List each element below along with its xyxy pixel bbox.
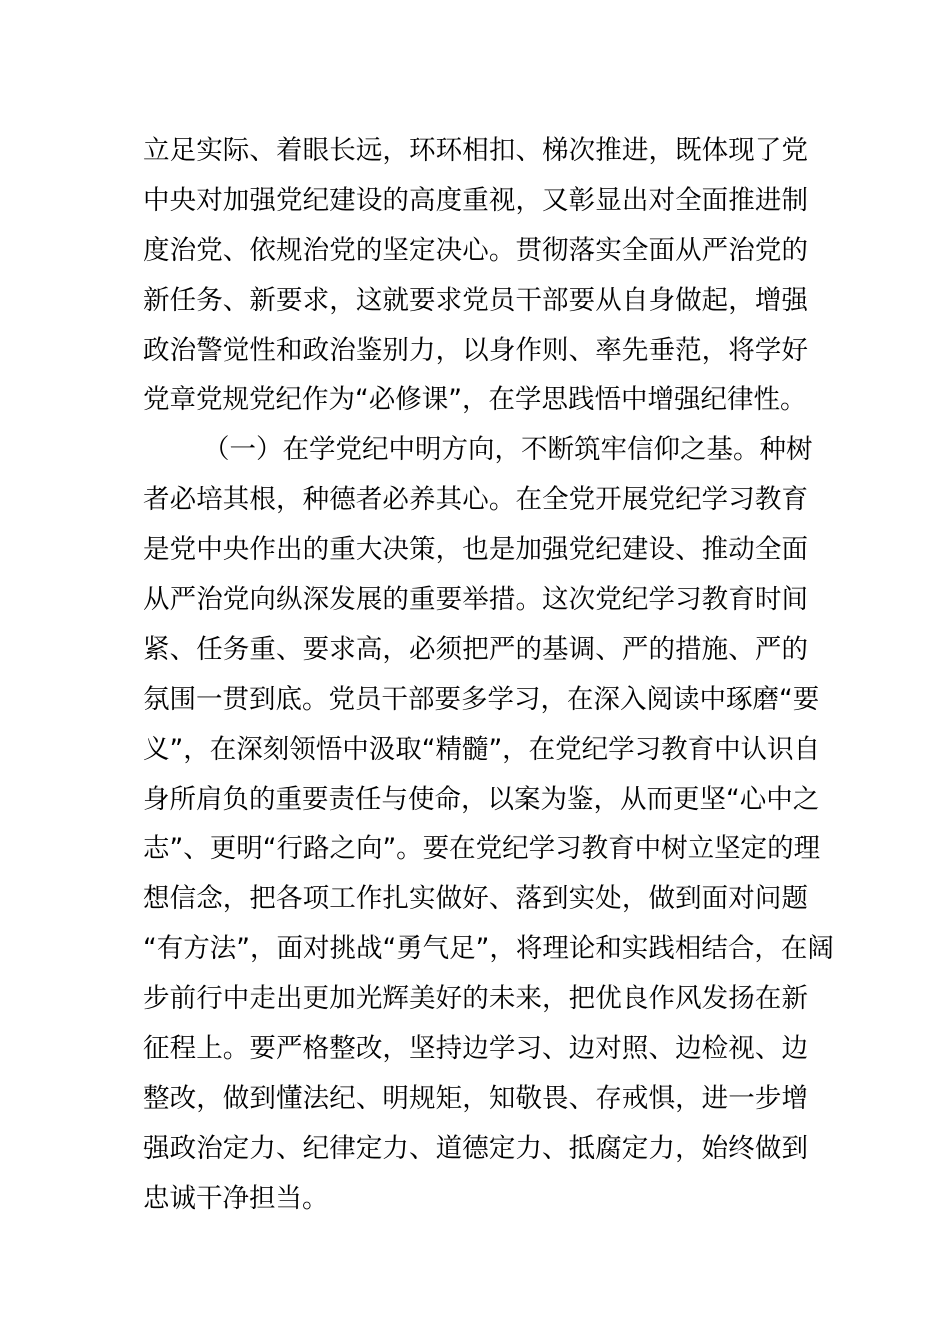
text-line: 义”，在深刻领悟中汲取“精髓”，在党纪学习教育中认识自: [143, 733, 821, 765]
text-line: 强政治定力、纪律定力、道德定力、抵腐定力，始终做到: [143, 1132, 808, 1164]
body-text: [143, 126, 834, 1224]
section-heading-line: （一）在学党纪中明方向，不断筑牢信仰之基。种树: [203, 434, 813, 466]
text-line: 政治警觉性和政治鉴别力，以身作则、率先垂范，将学好: [143, 334, 808, 366]
text-line: 忠诚干净担当。: [143, 1182, 329, 1214]
text-line: 征程上。要严格整改，坚持边学习、边对照、边检视、边: [143, 1033, 808, 1065]
text-line: 想信念，把各项工作扎实做好、落到实处，做到面对问题: [143, 883, 808, 915]
text-line: 新任务、新要求，这就要求党员干部要从自身做起，增强: [143, 284, 808, 316]
text-line: 度治党、依规治党的坚定决心。贯彻落实全面从严治党的: [143, 234, 808, 266]
text-line: 党章党规党纪作为“必修课”，在学思践悟中增强纪律性。: [143, 384, 807, 416]
text-line: 志”、更明“行路之向”。要在党纪学习教育中树立坚定的理: [143, 833, 821, 865]
text-line: “有方法”，面对挑战“勇气足”，将理论和实践相结合，在阔: [143, 933, 834, 965]
text-line: 从严治党向纵深发展的重要举措。这次党纪学习教育时间: [143, 584, 808, 616]
text-line: 是党中央作出的重大决策，也是加强党纪建设、推动全面: [143, 534, 808, 566]
text-line: 者必培其根，种德者必养其心。在全党开展党纪学习教育: [143, 484, 808, 516]
text-line: 中央对加强党纪建设的高度重视，又彰显出对全面推进制: [143, 184, 808, 216]
text-line: 氛围一贯到底。党员干部要多学习，在深入阅读中琢磨“要: [143, 683, 820, 715]
text-line: 立足实际、着眼长远，环环相扣、梯次推进，既体现了党: [143, 135, 808, 166]
text-line: 整改，做到懂法纪、明规矩，知敬畏、存戒惧，进一步增: [143, 1082, 808, 1114]
text-line: 步前行中走出更加光辉美好的未来，把优良作风发扬在新: [143, 983, 808, 1015]
text-line: 身所肩负的重要责任与使命，以案为鉴，从而更坚“心中之: [143, 783, 820, 815]
text-line: 紧、任务重、要求高，必须把严的基调、严的措施、严的: [143, 633, 808, 665]
